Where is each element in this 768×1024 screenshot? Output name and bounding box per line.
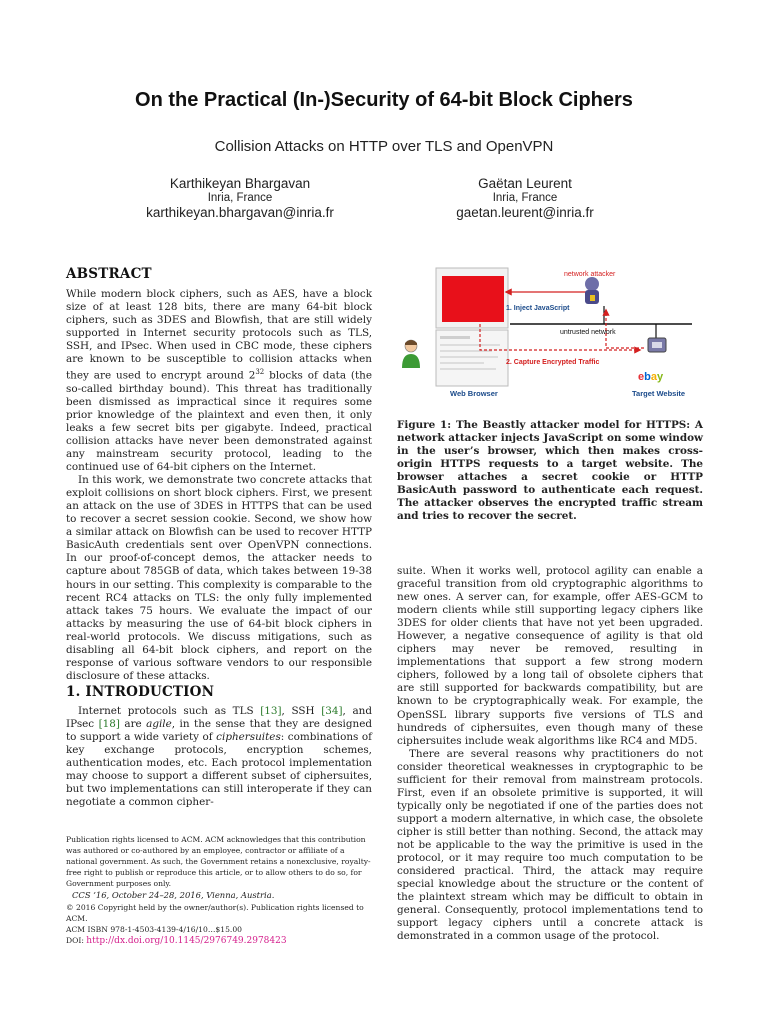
intro-emphasis: ciphersuites bbox=[216, 731, 281, 744]
abstract-paragraph bbox=[66, 288, 372, 474]
copyright-line: © 2016 Copyright held by the owner/author(s). Publication rights licensed to ACM. bbox=[66, 903, 364, 923]
citation-link[interactable]: [34] bbox=[321, 705, 343, 717]
intro-text: : combinations of key exchange protocols, encryption schemes, authentication modes, etc. Each protocol implementation may choose to support a different subset of ciphersuites, but two implementations can still interoperate if they can negotiate a common cipher- bbox=[66, 731, 372, 809]
author-email: gaetan.leurent@inria.fr bbox=[456, 205, 594, 220]
conference-info: CCS ’16, October 24–28, 2016, Vienna, Austria. bbox=[72, 890, 275, 900]
abstract-exponent: 32 bbox=[255, 368, 265, 377]
intro-text: , SSH bbox=[281, 705, 322, 717]
citation-link[interactable]: [13] bbox=[260, 705, 282, 717]
author-name: Gaëtan Leurent bbox=[478, 176, 572, 191]
author-email: karthikeyan.bhargavan@inria.fr bbox=[146, 205, 334, 220]
author-block bbox=[375, 175, 675, 221]
abstract-body bbox=[66, 288, 372, 683]
intro-text: , in the sense that they are designed to support a wide variety of bbox=[66, 718, 372, 744]
author-affiliation: Inria, France bbox=[492, 192, 558, 204]
author-affiliation: Inria, France bbox=[207, 192, 273, 204]
page-line bbox=[440, 368, 496, 370]
body-paragraph: There are several reasons why practitioners do not consider theoretical weaknesses in cryptographic to be sufficient for their removal from mainstream protocols. First, even if an obsolete primitive is supported, it will typically only be negotiated if one of the parties does not support a modern alternative, in which case, the obsolete cipher is still better than nothing. Second, the attack may not be applicable to the way the primitive is used in the protocol, or it may require too much computation to be considered practical. Third, the attack may require special knowledge about the structure or the content of the plaintext stream which may be difficult to obtain in general. Consequently, protocol implementations tend to support legacy ciphers until a concrete attack is demonstrated in a common usage of the protocol. bbox=[397, 747, 703, 943]
intro-emphasis: agile bbox=[146, 718, 172, 731]
body-paragraph: suite. When it works well, protocol agility can enable a graceful transition from old cryptographic algorithms to new ones. A server can, for example, offer AES-GCM to modern clients while still supporting legacy ciphers like 3DES for older clients that have not yet been upgraded. However, a negative consequence of agility is that old ciphers may never be removed, resulting in implementations that support a few strong modern ciphers, followed by a long tail of obsolete ciphers that are still supported for backwards compatibility, but are known to be cryptographically weak. For example, the OpenSSL library supports five versions of TLS and hundreds of ciphersuites, even though many of these ciphersuites include weak algorithms like RC4 and MD5. bbox=[397, 565, 703, 747]
page-line bbox=[440, 336, 470, 339]
introduction-heading: 1. INTRODUCTION bbox=[66, 684, 215, 700]
paper-subtitle: Collision Attacks on HTTP over TLS and OpenVPN bbox=[214, 138, 554, 155]
author-block bbox=[90, 175, 390, 221]
abstract-text: While modern block ciphers, such as AES, have a block size of at least 128 bits, there are many 64-bit block ciphers, such as 3DES and Blowfish, that are still widely supported in Internet security protocols such as TLS, SSH, and IPsec. When used in CBC mode, these ciphers are known to be susceptible to collision attacks when they are used to encrypt around 2 bbox=[66, 288, 372, 382]
right-column-body bbox=[397, 565, 703, 943]
intro-text: Internet protocols such as TLS bbox=[78, 705, 261, 717]
injected-window bbox=[442, 276, 504, 322]
inject-js-label: 1. Inject JavaScript bbox=[506, 305, 570, 312]
doi-label: DOI: bbox=[66, 936, 87, 945]
footnote bbox=[66, 834, 372, 947]
user-icon bbox=[400, 338, 422, 370]
abstract-text: blocks of data (the so-called birthday bound). This threat has traditionally been dismissed as impractical since it requires some prior knowledge of the plaintext and even then, it only leaks a few secret bits per gigabyte. Indeed, practical collision attacks have never been demonstrated against any mainstream security protocol, leading to the continued use of 64-bit ciphers on the Internet. bbox=[66, 369, 372, 474]
abstract-heading: ABSTRACT bbox=[66, 266, 152, 282]
attacker-icon bbox=[585, 277, 599, 304]
doi-link[interactable]: http://dx.doi.org/10.1145/2976749.2978423 bbox=[86, 936, 287, 946]
intro-text: , and IPsec bbox=[66, 705, 372, 731]
attacker-model-diagram bbox=[430, 262, 700, 402]
untrusted-network-label: untrusted network bbox=[560, 329, 616, 336]
network-attacker-label: network attacker bbox=[564, 271, 616, 278]
abstract-paragraph: In this work, we demonstrate two concrete attacks that exploit collisions on short block ciphers. First, we present an attack on the use of 3DES in HTTPS that can be used to recover a secret session cookie. Second, we show how a similar attack on Blowfish can be used to recover HTTP BasicAuth credentials sent over OpenVPN connections. In our proof-of-concept demos, the attacker needs to capture about 785GB of data, which takes between 19-38 hours in our setting. This complexity is comparable to the recent RC4 attacks on TLS: the only fully implemented attack takes 75 hours. We evaluate the impact of our attacks by measuring the use of 64-bit block ciphers in real-world protocols. We discuss mitigations, such as disabling all 64-bit block ciphers, and report on the response of various software vendors to our responsible disclosure of these attacks. bbox=[66, 474, 372, 682]
citation-link[interactable]: [18] bbox=[98, 718, 120, 731]
capture-traffic-label: 2. Capture Encrypted Traffic bbox=[506, 359, 600, 366]
page-line bbox=[440, 356, 498, 358]
introduction-paragraph bbox=[66, 705, 372, 809]
server-icon bbox=[648, 338, 666, 352]
doi-line bbox=[66, 935, 372, 947]
ebay-logo: ebay bbox=[638, 371, 664, 383]
web-browser-label: Web Browser bbox=[450, 389, 498, 398]
figure-1 bbox=[430, 262, 700, 402]
paper-title: On the Practical (In-)Security of 64-bit Block Ciphers bbox=[135, 89, 633, 111]
intro-text: are bbox=[119, 718, 147, 731]
introduction-body bbox=[66, 705, 372, 809]
rights-notice: Publication rights licensed to ACM. ACM acknowledges that this contribution was authored or co-authored by an employee, contractor or affiliate of a national government. As such, the Government retains a nonexclusive, royalty-free right to publish or reproduce this article, or to allow others to do so, for Government purposes only. bbox=[66, 835, 371, 888]
victim-user-icon bbox=[400, 338, 422, 370]
figure-caption: Figure 1: The Beastly attacker model for HTTPS: A network attacker injects JavaScript on some window in the user’s browser, which then makes cross-origin HTTPS requests to a target website. The browser attaches a secret cookie or HTTP BasicAuth password to authenticate each request. The attacker observes the encrypted traffic stream and tries to recover the secret. bbox=[397, 419, 703, 523]
author-name: Karthikeyan Bhargavan bbox=[169, 176, 311, 191]
isbn-line: ACM ISBN 978-1-4503-4139-4/16/10…$15.00 bbox=[66, 925, 243, 934]
target-website-label: Target Website bbox=[632, 389, 686, 398]
page-line bbox=[440, 362, 484, 364]
page-line bbox=[440, 344, 500, 346]
